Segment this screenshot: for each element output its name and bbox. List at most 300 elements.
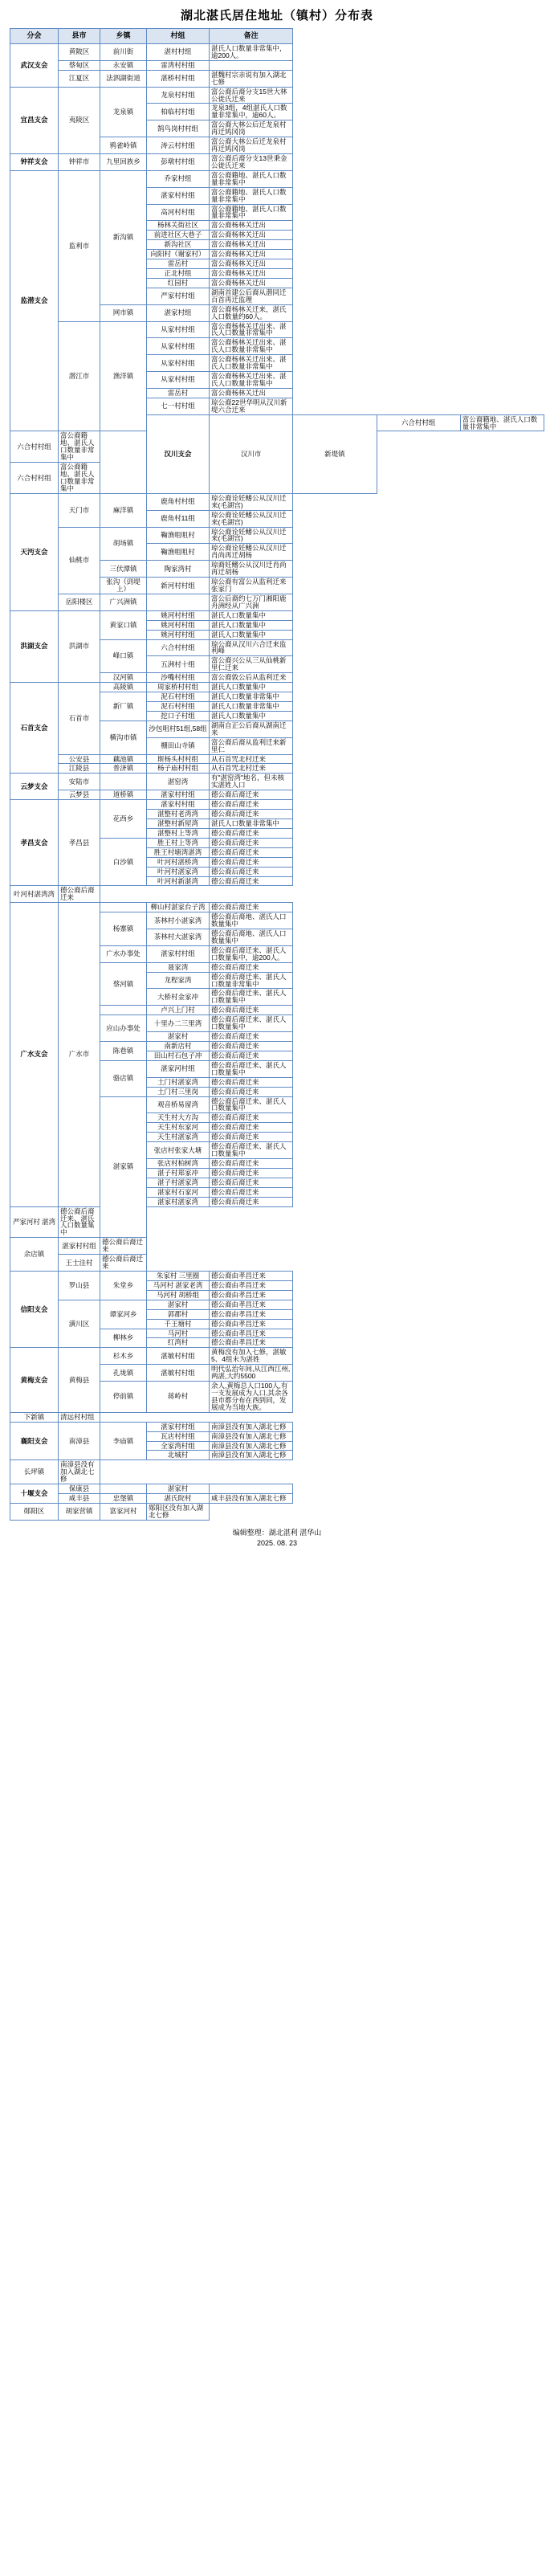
cell-fenhui: 汉川支会 <box>147 414 210 493</box>
cell-beizhu: 富公裔杨林关迁出来、湛氏人口数量非常集中 <box>210 372 293 389</box>
cell-beizhu: 德公裔后裔迁来 <box>210 1042 293 1051</box>
cell-xianshi: 夷陵区 <box>59 87 100 153</box>
cell-beizhu: 德公裔后裔迁来、湛氏人口数量集中 <box>210 989 293 1006</box>
cell-beizhu: 黄梅没有加入七修，湛敏5、4组未为湛姓 <box>210 1348 293 1365</box>
table-row <box>10 44 544 61</box>
cell-xiangzhen <box>100 903 147 912</box>
cell-xianshi: 咸丰县 <box>59 1494 100 1504</box>
cell-xiangzhen: 胡家营镇 <box>59 1503 100 1520</box>
cell-beizhu: 富公裔杨林关迁出来、湛氏人口数量非常集中 <box>210 321 293 338</box>
cell-beizhu: 清远村村组 <box>59 1412 100 1422</box>
cell-cun: 严家村村组 <box>147 288 210 304</box>
cell-cun: 向阳村（谢家村） <box>147 250 210 259</box>
cell-beizhu: 德公裔后裔迁来 <box>210 790 293 800</box>
cell-beizhu: 琼裔妊鳍公从汉川迁肖尚再迁胡杨 <box>210 561 293 578</box>
cell-xiangzhen: 张沟（剅堤上） <box>100 578 147 594</box>
cell-beizhu: 富公裔籍地、湛氏人口数量非常集中 <box>210 170 293 187</box>
cell-xianshi: 保康县 <box>59 1484 100 1494</box>
cell-beizhu: 德公裔由孝昌迁来 <box>210 1280 293 1290</box>
cell-cun: 红园村 <box>147 278 210 288</box>
cell-beizhu: 德公裔后裔迁来、湛氏人口数量集中 <box>210 1015 293 1032</box>
cell-xiangzhen: 朱堂乡 <box>100 1271 147 1300</box>
cell-xiangzhen: 法泗湖街道 <box>100 70 147 87</box>
cell-cun: 湛家村组 <box>147 304 210 321</box>
cell-beizhu: 琼公裔从汉川六合迁来监利峰 <box>210 639 293 656</box>
cell-cun: 蒋岭村 <box>147 1382 210 1413</box>
cell-beizhu: 琼公裔诠妊鳍公从汉川迁来(毛湖宫) <box>210 510 293 527</box>
cell-cun: 陶家湾村 <box>147 561 210 578</box>
cell-xiangzhen: 忠堡镇 <box>100 1494 147 1504</box>
cell-beizhu <box>210 60 293 70</box>
table-row <box>10 170 544 187</box>
cell-cun: 严家河村 湛湾 <box>10 1206 59 1238</box>
cell-cun: 全家湾村组 <box>147 1441 210 1451</box>
table-row <box>10 527 544 544</box>
cell-xiangzhen: 广水办事处 <box>100 945 147 962</box>
cell-cun: 叶河村新湛湾 <box>147 876 210 886</box>
cell-cun: 茶林村小湛家湾 <box>147 912 210 929</box>
cell-beizhu: 富公裔籍地、湛氏人口数量非常集中 <box>59 431 100 463</box>
cell-cun: 柏临村村组 <box>147 104 210 120</box>
cell-cun: 姚河村村组 <box>147 630 210 639</box>
table-row <box>10 886 544 903</box>
cell-beizhu: 德公裔由孝昌迁来 <box>210 1319 293 1329</box>
cell-cun: 天生村湛家湾 <box>147 1133 210 1142</box>
cell-cun: 高河村村组 <box>147 204 210 221</box>
table-row <box>10 800 544 810</box>
cell-fenhui: 石首支会 <box>10 683 59 774</box>
cell-cun: 七一村村组 <box>147 398 210 414</box>
cell-cun: 湛窑湾 <box>147 774 210 790</box>
table-row <box>10 774 544 790</box>
cell-beizhu: 湛氏人口数量集中 <box>210 711 293 721</box>
column-header-beizhu: 备注 <box>210 29 293 44</box>
cell-xiangzhen: 鸦雀岭镇 <box>100 137 147 154</box>
cell-beizhu: 德公裔后裔地、湛氏人口数量集中 <box>210 912 293 929</box>
cell-beizhu: 德公裔后裔迁来 <box>210 810 293 819</box>
cell-xiangzhen: 高陵镇 <box>100 683 147 692</box>
cell-beizhu: 湛氏人口数量非常集中 <box>210 692 293 702</box>
cell-cun: 彭墩村村组 <box>147 153 210 170</box>
cell-beizhu: 南漳县没有加入湖北七修 <box>210 1422 293 1431</box>
cell-xianshi: 蔡甸区 <box>59 60 100 70</box>
cell-xiangzhen: 李庙镇 <box>100 1422 147 1460</box>
cell-cun: 鹄鸟岗村村组 <box>147 120 210 137</box>
cell-cun: 湛子村湛家湾 <box>147 1178 210 1187</box>
table-row <box>10 1412 544 1422</box>
table-row <box>10 764 544 774</box>
cell-beizhu: 富公裔兴公从三从仙桃新里仁迁来 <box>210 656 293 673</box>
cell-cun: 正北村组 <box>147 268 210 278</box>
cell-xiangzhen: 谭家河乡 <box>100 1300 147 1329</box>
cell-cun: 卢兴上门村 <box>147 1006 210 1015</box>
cell-xiangzhen: 龙泉镇 <box>100 87 147 137</box>
cell-beizhu: 德公裔后裔迁来、湛氏人口数量集中 <box>210 1142 293 1159</box>
cell-beizhu: 德公裔后裔迁来 <box>210 847 293 857</box>
column-header-fenhui: 分会 <box>10 29 59 44</box>
cell-beizhu: 富公裔籍地、湛氏人口数量非常集中 <box>59 463 100 494</box>
cell-xiangzhen: 麻洋镇 <box>100 493 147 527</box>
cell-cun: 乔家村组 <box>147 170 210 187</box>
cell-beizhu: 富公裔后裔分支15世大林公徙氏迁来 <box>210 87 293 104</box>
distribution-table <box>10 28 544 1521</box>
cell-beizhu: 富公裔籍地、湛氏人口数量非常集中 <box>210 187 293 204</box>
cell-xianshi: 潜江市 <box>59 321 100 431</box>
cell-cun: 雷岳村 <box>147 259 210 269</box>
cell-cun: 土门村三里岗 <box>147 1087 210 1096</box>
cell-xiangzhen: 汉河镇 <box>100 673 147 683</box>
cell-cun: 泥石村村组 <box>147 692 210 702</box>
cell-beizhu: 德公裔后裔迁来、湛氏人口数量集中，逾200人。 <box>210 945 293 962</box>
table-row <box>10 70 544 87</box>
cell-beizhu: 德公裔由孝昌迁来 <box>210 1300 293 1309</box>
cell-beizhu: 富公裔杨林关迁出 <box>210 268 293 278</box>
cell-beizhu: 湛氏人口数量非常集中，逾200人。 <box>210 44 293 61</box>
cell-cun: 湛子村郑家冲 <box>147 1168 210 1178</box>
cell-fenhui: 钟祥支会 <box>10 153 59 170</box>
table-row <box>10 1206 544 1238</box>
cell-beizhu: 湛魏村宗亲说有加入湖北七修 <box>210 70 293 87</box>
table-row <box>10 1255 544 1272</box>
cell-beizhu: 富公裔后裔从监利迁来新里仁 <box>210 737 293 754</box>
cell-beizhu: 从石首咒北村迁来 <box>210 754 293 764</box>
cell-xianshi: 安陆市 <box>59 774 100 790</box>
cell-beizhu: 南漳县没有加入湖北七修 <box>59 1460 100 1484</box>
cell-cun: 六合村村组 <box>147 639 210 656</box>
cell-xiangzhen: 陈巷镇 <box>100 1042 147 1061</box>
cell-beizhu: 德公裔由孝昌迁来 <box>210 1290 293 1300</box>
cell-beizhu: 南漳县没有加入湖北七修 <box>210 1441 293 1451</box>
cell-cun: 南新店村 <box>147 1042 210 1051</box>
cell-cun: 雷岳村 <box>147 388 210 398</box>
cell-beizhu: 德公裔后裔迁来 <box>210 1006 293 1015</box>
table-row <box>10 1348 544 1365</box>
cell-cun: 杨子庙村村组 <box>147 764 210 774</box>
cell-xiangzhen: 花西乡 <box>100 800 147 839</box>
cell-beizhu: 德公裔后裔迁来 <box>210 1077 293 1087</box>
column-header-xiangzhen: 乡镇 <box>100 29 147 44</box>
cell-xiangzhen: 白沙镇 <box>100 838 147 886</box>
table-row <box>10 1422 544 1431</box>
cell-xianshi: 黄陂区 <box>59 44 100 61</box>
cell-xiangzhen: 渔洋镇 <box>100 321 147 431</box>
cell-cun: 湛家村 <box>147 1484 210 1494</box>
cell-beizhu: 德公裔后裔迁来 <box>210 1133 293 1142</box>
cell-xianshi: 罗山县 <box>59 1271 100 1300</box>
cell-beizhu: 德公裔由孝昌迁来 <box>210 1309 293 1319</box>
cell-cun: 朱家村 三里圈 <box>147 1271 210 1280</box>
cell-beizhu: 富公裔杨林关迁出 <box>210 221 293 231</box>
cell-cun: 鞠渔咀咀村 <box>147 544 210 561</box>
cell-beizhu: 德公裔后裔迁来、湛氏人口数量集中 <box>210 1060 293 1077</box>
cell-cun: 湛整村上等湾 <box>147 828 210 838</box>
cell-beizhu: 湛氏人口数量集中 <box>210 620 293 630</box>
cell-xiangzhen <box>100 1484 147 1494</box>
cell-beizhu: 湛氏人口数量非常集中 <box>210 701 293 711</box>
cell-cun: 湛家河村组 <box>147 1060 210 1077</box>
cell-beizhu: 德公裔由孝昌迁来 <box>210 1338 293 1348</box>
cell-cun: 湛家村湛家湾 <box>147 1197 210 1206</box>
footer-date: 2025. 08. 23 <box>256 1538 298 1547</box>
cell-cun: 十里办二三里湾 <box>147 1015 210 1032</box>
cell-xiangzhen: 新沟镇 <box>100 170 147 304</box>
cell-xianshi: 黄梅县 <box>59 1348 100 1412</box>
cell-fenhui: 襄阳支会 <box>10 1422 59 1460</box>
cell-fenhui: 孝昌支会 <box>10 800 59 886</box>
cell-cun: 长坪镇 <box>10 1460 59 1484</box>
cell-beizhu: 富公裔杨林关迁来，湛氏人口数量约60人。 <box>210 304 293 321</box>
table-row <box>10 1494 544 1504</box>
cell-beizhu: 富公裔籍地、湛氏人口数量非常集中 <box>460 414 544 431</box>
cell-cun: 五洲村十组 <box>147 656 210 673</box>
cell-cun: 土门村湛家湾 <box>147 1077 210 1087</box>
cell-cun: 湛家村村组 <box>147 790 210 800</box>
cell-beizhu: 富公裔杨林关迁出 <box>210 240 293 250</box>
cell-cun: 马河村 胡桥组 <box>147 1290 210 1300</box>
cell-xiangzhen: 道桥镇 <box>100 790 147 800</box>
cell-cun: 泥石村村组 <box>147 701 210 711</box>
cell-cun: 柳山村湛家台子湾 <box>147 903 210 912</box>
table-row <box>10 493 544 510</box>
cell-xianshi: 广水市 <box>59 903 100 1206</box>
cell-xiangzhen: 普济镇 <box>100 764 147 774</box>
cell-beizhu: 德公裔后裔迁来 <box>210 1159 293 1169</box>
footer-editors: 编辑整理：湖北湛利 湛华山 <box>232 1528 322 1537</box>
cell-cun: 湛整村新屋湾 <box>147 819 210 828</box>
cell-cun: 挖口子村组 <box>147 711 210 721</box>
cell-beizhu: 德公裔后裔迁来 <box>210 1168 293 1178</box>
cell-cun: 瓦店村村组 <box>147 1431 210 1441</box>
cell-cun: 叶河村湛桥湾 <box>147 857 210 867</box>
table-row <box>10 1271 544 1280</box>
cell-xiangzhen: 峰口镇 <box>100 639 147 673</box>
cell-cun: 沙包咀村51组,58组 <box>147 721 210 737</box>
cell-beizhu: 德公裔后裔迁来 <box>210 903 293 912</box>
cell-fenhui: 天沔支会 <box>10 493 59 610</box>
table-row <box>10 153 544 170</box>
cell-beizhu: 德公裔由孝昌迁来 <box>210 1271 293 1280</box>
cell-beizhu: 郧阳区没有加入湖北七修 <box>147 1503 210 1520</box>
cell-beizhu: 富公后裔约七万门湘阳鹿舟洲经从广兴洲 <box>210 594 293 610</box>
table-row <box>10 903 544 912</box>
cell-cun: 聂家湾 <box>147 962 210 972</box>
table-row <box>10 1460 544 1484</box>
cell-beizhu: 南漳县没有加入湖北七修 <box>210 1431 293 1441</box>
cell-beizhu: 琼公裔22世华明从汉川新堤六合迁来 <box>210 398 293 414</box>
cell-beizhu: 余人,黄梅总人口100人,有一支发展成为人口,其余各县市都分布在西到同，发展成为当地大族。 <box>210 1382 293 1413</box>
cell-fenhui: 云梦支会 <box>10 774 59 800</box>
cell-beizhu: 德公裔后裔迁来 <box>210 1087 293 1096</box>
cell-beizhu: 有"湛窑湾"地名，但未核实湛姓人口 <box>210 774 293 790</box>
cell-cun: 郭郡村 <box>147 1309 210 1319</box>
cell-cun: 六合村村组 <box>10 463 59 494</box>
cell-cun: 湛家村 <box>147 1032 210 1042</box>
cell-cun: 沙嘴村村组 <box>147 673 210 683</box>
table-header-row <box>10 29 544 44</box>
cell-fenhui: 黄梅支会 <box>10 1348 59 1412</box>
cell-beizhu: 湛氏人口数量集中 <box>210 683 293 692</box>
cell-beizhu: 富公裔敦公后从监利迁来 <box>210 673 293 683</box>
cell-cun: 涛云村村组 <box>147 137 210 154</box>
cell-beizhu: 德公裔后裔迁来、湛氏人口数量非常集中 <box>210 972 293 989</box>
cell-fenhui: 十堰支会 <box>10 1484 59 1504</box>
cell-beizhu: 德公裔后裔迁来、湛氏人口数量集中 <box>59 1206 100 1238</box>
cell-cun: 从家村村组 <box>147 355 210 372</box>
cell-cun: 六合村村组 <box>377 414 460 431</box>
cell-beizhu: 富公裔大林公后迁龙泉村再迁鸠冈岗 <box>210 137 293 154</box>
cell-cun: 新沟社区 <box>147 240 210 250</box>
table-row <box>10 1238 544 1255</box>
cell-beizhu: 富公裔后裔分支13世秉金公徙氏迁来 <box>210 153 293 170</box>
cell-cun: 天生村东家河 <box>147 1123 210 1133</box>
cell-xiangzhen: 黄家口镇 <box>100 610 147 639</box>
cell-cun: 周家桥村村组 <box>147 683 210 692</box>
cell-cun: 龙程家湾 <box>147 972 210 989</box>
cell-xianshi: 岳阳楼区 <box>59 594 100 610</box>
cell-xiangzhen: 柳林乡 <box>100 1329 147 1348</box>
cell-cun: 胜王村塘湾湛湾 <box>147 847 210 857</box>
table-row <box>10 60 544 70</box>
cell-xiangzhen: 藕池镇 <box>100 754 147 764</box>
cell-cun: 湛桥村村组 <box>147 70 210 87</box>
cell-xiangzhen <box>100 1006 147 1015</box>
cell-beizhu: 从石首咒北村迁来 <box>210 764 293 774</box>
cell-xiangzhen: 停前镇 <box>100 1382 147 1413</box>
cell-xianshi: 江陵县 <box>59 764 100 774</box>
cell-cun: 湛家村村组 <box>147 945 210 962</box>
cell-cun: 鞠渔咀咀村 <box>147 527 210 544</box>
cell-cun: 湛家村村组 <box>147 187 210 204</box>
cell-cun: 湛家村 <box>147 1300 210 1309</box>
cell-xianshi: 石首市 <box>59 683 100 754</box>
cell-xiangzhen: 新厂镇 <box>100 692 147 721</box>
cell-xiangzhen: 杉木乡 <box>100 1348 147 1365</box>
table-row <box>10 610 544 620</box>
cell-xianshi: 监利市 <box>59 170 100 321</box>
cell-beizhu: 德公裔后裔迁来 <box>210 1113 293 1123</box>
cell-xiangzhen: 网市镇 <box>100 304 147 321</box>
cell-beizhu: 富公裔杨林关迁出 <box>210 388 293 398</box>
cell-xiangzhen: 胡场镇 <box>100 527 147 561</box>
cell-beizhu: 德公裔后裔迁来 <box>210 867 293 876</box>
cell-xiangzhen: 蔡河镇 <box>100 962 147 1006</box>
cell-cun: 湛整村老湾湾 <box>147 810 210 819</box>
cell-beizhu: 德公裔后裔迁来 <box>210 962 293 972</box>
cell-fenhui: 洪湖支会 <box>10 610 59 682</box>
cell-cun: 从家村村组 <box>147 321 210 338</box>
cell-beizhu <box>210 1484 293 1494</box>
cell-cun: 鹿角村村组 <box>147 493 210 510</box>
cell-cun: 王士洼村 <box>59 1255 100 1272</box>
cell-beizhu: 德公裔后裔迁来 <box>210 1187 293 1197</box>
cell-xiangzhen: 三伏潭镇 <box>100 561 147 578</box>
cell-xiangzhen: 余店镇 <box>10 1238 59 1272</box>
cell-cun: 姚河村村组 <box>147 620 210 630</box>
cell-beizhu: 湖南首建公后裔从潜同迁百首再迁监理 <box>210 288 293 304</box>
cell-beizhu: 富公裔杨林关迁出 <box>210 250 293 259</box>
cell-beizhu: 富公裔杨林关迁出来、湛氏人口数量非常集中 <box>210 338 293 355</box>
cell-xianshi: 汉川市 <box>210 414 293 493</box>
cell-xiangzhen: 应山办事处 <box>100 1015 147 1042</box>
cell-beizhu: 德公裔后裔迁来 <box>210 876 293 886</box>
cell-xianshi: 天门市 <box>59 493 100 527</box>
cell-beizhu: 德公裔后裔迁来 <box>210 857 293 867</box>
cell-beizhu: 富公裔杨林关迁出来、湛氏人口数量非常集中 <box>210 355 293 372</box>
cell-beizhu: 湖南自正公后裔从湖南迁来 <box>210 721 293 737</box>
cell-xiangzhen <box>100 774 147 790</box>
cell-beizhu: 南漳县没有加入湖北七修 <box>210 1451 293 1460</box>
cell-beizhu: 德公裔后裔迁来 <box>210 1123 293 1133</box>
cell-xiangzhen: 广兴洲镇 <box>100 594 147 610</box>
cell-fenhui: 信阳支会 <box>10 1271 59 1347</box>
cell-beizhu: 德公裔后裔地、湛氏人口数量集中 <box>210 929 293 946</box>
cell-cun: 湛村村组 <box>147 44 210 61</box>
cell-beizhu: 湛氏人口数量集中 <box>210 630 293 639</box>
cell-beizhu: 德公裔后裔迁来 <box>100 1238 147 1255</box>
cell-beizhu: 德公裔后裔迁来、湛氏人口数量集中 <box>210 1096 293 1113</box>
cell-cun: 张店村张家大塘 <box>147 1142 210 1159</box>
cell-cun: 富家河村 <box>100 1503 147 1520</box>
cell-cun: 湛敏村村组 <box>147 1348 210 1365</box>
cell-beizhu: 德公裔后裔迁来 <box>210 828 293 838</box>
cell-xianshi: 仙桃市 <box>59 527 100 594</box>
table-row <box>10 683 544 692</box>
cell-cun: 大桥村金家冲 <box>147 989 210 1006</box>
cell-cun: 红湾村 <box>147 1338 210 1348</box>
cell-beizhu: 琼公裔诠妊鳍公从汉川迁来(毛湖宫) <box>210 493 293 510</box>
cell-xianshi: 郧阳区 <box>10 1503 59 1520</box>
cell-xianshi: 江夏区 <box>59 70 100 87</box>
cell-beizhu: 琼公裔诠妊鳍公从汉川迁肖尚再迁胡杨 <box>210 544 293 561</box>
cell-cun: 叶河村湛家湾 <box>147 867 210 876</box>
cell-beizhu: 富公裔大林公后迁龙泉村再迁鸠冈岗 <box>210 120 293 137</box>
cell-xianshi: 潢川区 <box>59 1300 100 1348</box>
cell-beizhu: 琼公裔有富公从监利迁来张家门 <box>210 578 293 594</box>
cell-beizhu: 湛氏人口数量集中 <box>210 610 293 620</box>
cell-cun: 湛家村村组 <box>147 800 210 810</box>
column-header-xianshi: 县市 <box>59 29 100 44</box>
cell-cun: 湛敏村村组 <box>147 1365 210 1382</box>
cell-cun: 湛氏院村 <box>147 1494 210 1504</box>
cell-beizhu: 德公裔后裔迁来 <box>59 886 100 903</box>
cell-cun: 杨林关街社区 <box>147 221 210 231</box>
cell-cun: 棚田山寺镇 <box>147 737 210 754</box>
cell-cun: 雷湾村村组 <box>147 60 210 70</box>
cell-cun: 六合村村组 <box>10 431 59 463</box>
cell-xianshi: 云梦县 <box>59 790 100 800</box>
cell-beizhu: 琼公裔诠妊鳍公从汉川迁来(毛湖宫) <box>210 527 293 544</box>
cell-fenhui: 广水支会 <box>10 903 59 1206</box>
table-row <box>10 87 544 104</box>
table-row <box>10 1503 544 1520</box>
cell-xianshi: 钟祥市 <box>59 153 100 170</box>
cell-xianshi: 公安县 <box>59 754 100 764</box>
cell-fenhui: 监潜支会 <box>10 170 59 431</box>
cell-beizhu: 富公裔杨林关迁出 <box>210 231 293 240</box>
cell-xiangzhen: 九里回族乡 <box>100 153 147 170</box>
cell-beizhu: 德公裔后裔迁来 <box>210 1051 293 1060</box>
cell-beizhu: 咸丰县没有加入湖北七修 <box>210 1494 293 1504</box>
cell-beizhu: 湛氏人口数量非常集中 <box>210 819 293 828</box>
table-row <box>10 321 544 338</box>
table-row <box>10 790 544 800</box>
cell-cun: 鹿角村11组 <box>147 510 210 527</box>
column-header-cun: 村组 <box>147 29 210 44</box>
cell-cun: 从家村村组 <box>147 338 210 355</box>
cell-beizhu: 富公裔杨林关迁出 <box>210 259 293 269</box>
cell-cun: 湛家村村组 <box>59 1238 100 1255</box>
cell-xiangzhen: 永安镇 <box>100 60 147 70</box>
